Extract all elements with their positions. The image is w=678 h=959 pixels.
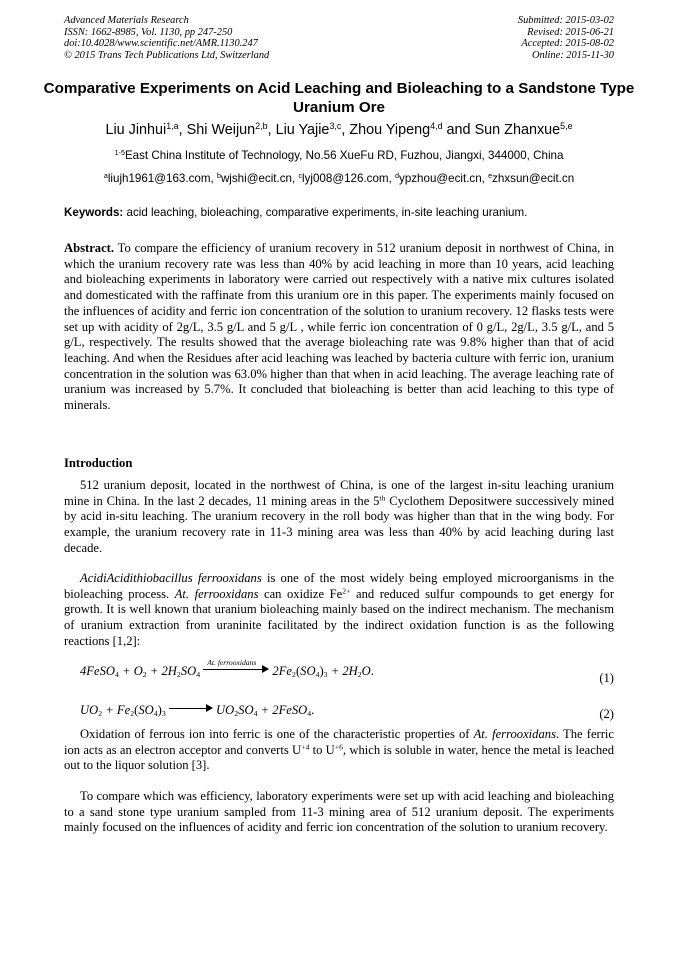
revised-date: Revised: 2015-06-21 (527, 26, 614, 38)
doi: doi:10.4028/www.scientific.net/AMR.1130.247 (64, 38, 258, 50)
intro-paragraph-1: 512 uranium deposit, located in the northwest of China, is one of the largest in-situ leaching uranium mine in China. In the last 2 decades, 11 mining areas in the 5th Cyclothem Depositwere successively mined by acid in-situ leaching. The uranium recovery in the roll body was higher than that in the wing body. For example, the uranium recovery rate in 11-3 mining area was less than 40% by acid leaching during last decade. (64, 478, 614, 555)
online-date: Online: 2015-11-30 (531, 49, 614, 61)
email-link[interactable]: ypzhou@ecit.cn, (399, 172, 489, 185)
author-list (20, 121, 658, 140)
keywords (64, 205, 624, 221)
arrow-label: At. ferrooxidans (207, 658, 257, 667)
publication-dates (518, 15, 614, 61)
author: Liu Jinhui$^{1,a}$, (105, 121, 187, 138)
author: Sun Zhanxue$^{5,e}$ (474, 121, 573, 138)
abstract-label: Abstract. (64, 241, 115, 255)
equation-2: $UO_2 + Fe_2(SO_4)_3$ $UO_2SO_4$ + 2FeSO$_4$. (80, 703, 315, 718)
keywords-label: Keywords: (64, 206, 124, 219)
equation-number-2: (2) (599, 707, 614, 721)
abstract-text: To compare the efficiency of uranium recovery in 512 uranium deposit in northwest of China, in which the uranium recovery rate was less than 40% by acid leaching in more than 10 years, acid leaching and bioleaching experiments in laboratory were carried out respectively with a native mix cultures isolated and domesticated with the raffinate from this uranium ore in this paper. The experiments mainly focused on the influences of acidity and ferric ion concentration of the solution to uranium recovery. 12 flasks tests were set up with acidity of 2g/L, 3.5 g/L and 5 g/L , while ferric ion concentration of 0 g/L, 2g/L, 3.5 g/L, and 5 g/L, respectively. The results showed that the average bioleaching rate was 9.8% higher than that of acid leaching. And when the Residues after acid leaching was leached by bacteria culture with ferric ion, uranium concentration in the solution was 63.0% higher than that when in acid leaching. The average leaching rate of uranium was increased by 5.7%. It concluded that bioleaching is better than acid leaching to this type of minerals. (64, 241, 614, 413)
email-link[interactable]: liujh1961@163.com, (107, 172, 217, 185)
copyright: © 2015 Trans Tech Publications Ltd, Switzerland (64, 49, 270, 61)
reaction-arrow (169, 703, 213, 713)
abstract (64, 241, 614, 414)
intro-paragraph-2: AcidiAcidithiobacillus ferrooxidans is one of the most widely being employed microorganisms in the bioleaching process. At. ferrooxidans can oxidize $Fe^{2+}$ and reduced sulfur compounds to get energy for growth. It is well known that uranium bioleaching mainly based on the indirect mechanism. The mechanism of uranium extraction from uraninite facilitated by the indirect oxidation function is as the following reactions [1,2]: (64, 571, 615, 648)
author: Zhou Yipeng$^{4,d}$ and (349, 121, 475, 138)
submitted-date: Submitted: 2015-03-02 (517, 15, 614, 26)
journal-name: Advanced Materials Research (64, 15, 189, 26)
author-emails: $^a$liujh1961@163.com, $^b$wjshi@ecit.cn, $^c$lyj008@126.com, $^d$ypzhou@ecit.cn, $^e$zhxsun@ecit.cn (103, 171, 575, 185)
intro-paragraph-4: To compare which was efficiency, laboratory experiments were set up with acid leaching and bioleaching to a sand stone type uranium sampled from 11-3 mining area of 512 uranium deposit. The experiments mainly focused on the influences of acidity and ferric ion concentration of the solution to uranium recovery. (64, 789, 614, 835)
journal-info (64, 15, 269, 61)
author: Shi Weijun$^{2,b}$, (186, 121, 276, 138)
keywords-text: acid leaching, bioleaching, comparative experiments, in-site leaching uranium. (123, 206, 528, 219)
email-link[interactable]: wjshi@ecit.cn, (220, 172, 299, 185)
email-link[interactable]: lyj008@126.com, (302, 172, 396, 185)
issn: ISSN: 1662-8985, Vol. 1130, pp 247-250 (64, 26, 233, 38)
accepted-date: Accepted: 2015-08-02 (521, 38, 614, 50)
section-heading-introduction: Introduction (64, 456, 133, 470)
equation-1: 4FeSO$_4$ + $O_2 + 2H_2SO_4$ At. ferrooxidans $2Fe_2(SO_4)_3 + 2H_2O$. (80, 663, 374, 679)
equation-number-1: (1) (599, 671, 614, 685)
reaction-arrow (203, 658, 269, 674)
intro-paragraph-3: Oxidation of ferrous ion into ferric is one of the characteristic properties of At. ferrooxidans. The ferric ion acts as an electron acceptor and converts $U^{+4}$ to $U^{+6}$, which is soluble in water, hence the metal is leached out to the liquor solution [3]. (64, 727, 615, 773)
affiliation: $^{1-5}$East China Institute of Technology, No.56 XueFu RD, Fuzhou, Jiangxi, 344000, China (114, 148, 564, 162)
paper-title: Comparative Experiments on Acid Leaching and Bioleaching to a Sandstone Type Uranium Ore (43, 80, 635, 116)
author: Liu Yajie$^{3,c}$, (275, 121, 350, 138)
email-link[interactable]: zhxsun@ecit.cn (492, 172, 575, 185)
